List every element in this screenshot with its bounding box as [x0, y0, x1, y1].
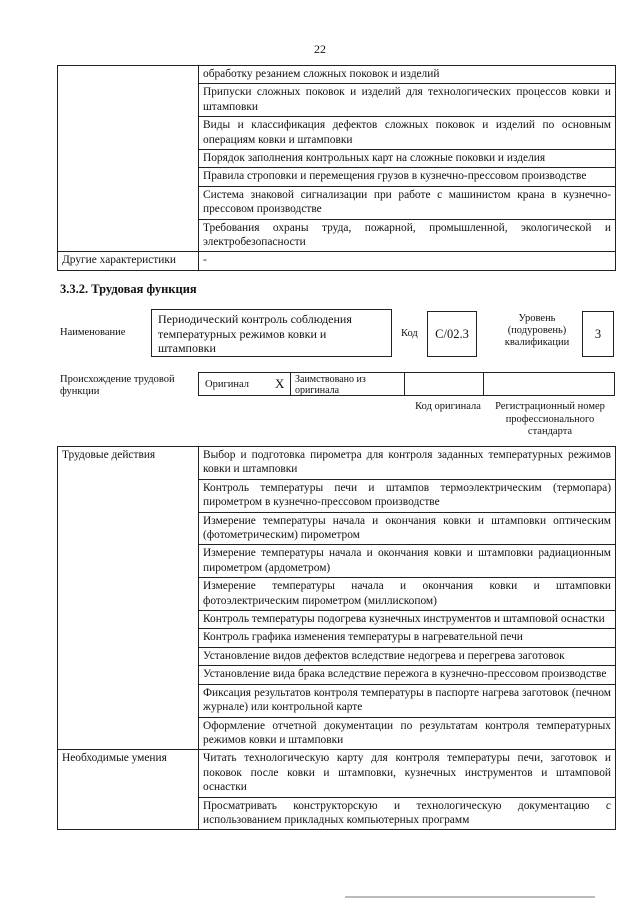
- level-label: Уровень (подуровень) квалификации: [504, 313, 570, 348]
- table-cell: Фиксация результатов контроля температуры в паспорте нагрева заготовок (печном журнале) или контрольной карте: [199, 684, 616, 717]
- table-cell: Просматривать конструкторскую и технологическую документацию с использованием прикладных компьютерных программ: [199, 797, 616, 830]
- page-number: 22: [314, 42, 326, 56]
- original-mark: X: [275, 376, 285, 391]
- level-value-box: 3: [582, 311, 614, 357]
- table-cell: обработку резанием сложных поковок и изделий: [199, 66, 616, 84]
- table-cell: Правила строповки и перемещения грузов в кузнечно-прессовом производстве: [199, 168, 616, 186]
- origin-code-cell: [404, 372, 484, 396]
- borrowed-label: Заимствовано из оригинала: [295, 374, 366, 396]
- code-caption: Код оригинала: [415, 401, 481, 412]
- table-row: [58, 66, 616, 84]
- table-cell: -: [199, 252, 616, 270]
- functions-table: [57, 446, 616, 830]
- reg-caption: Регистрационный номер профессионального стандарта: [495, 401, 605, 437]
- table-cell: Установление вида брака вследствие пережога в кузнечно-прессовом производстве: [199, 666, 616, 684]
- table-cell: Припуски сложных поковок и изделий для технологических процессов ковки и штамповки: [199, 84, 616, 117]
- table-row: [58, 750, 616, 797]
- name-label: Наименование: [60, 327, 126, 338]
- origin-row: [198, 372, 615, 396]
- code-label: Код: [401, 328, 418, 339]
- table-cell: Измерение температуры начала и окончания ковки и штамповки оптическим (фотометрическим) пирометром: [199, 512, 616, 545]
- table-cell: Контроль температуры печи и штампов термоэлектрическим (термопара) пирометром в кузнечно-прессовом производстве: [199, 479, 616, 512]
- name-value-box: Периодический контроль соблюдения температурных режимов ковки и штамповки: [151, 309, 392, 357]
- group-label: Трудовые действия: [58, 447, 199, 750]
- group-label: Необходимые умения: [58, 750, 199, 830]
- origin-borrowed-cell: [290, 372, 405, 396]
- table-cell: Оформление отчетной документации по результатам контроля температурных режимов ковки и штамповки: [199, 717, 616, 750]
- origin-reg-cell: [483, 372, 615, 396]
- table-cell: Читать технологическую карту для контроля температуры печи, заготовок и поковок после ковки и штамповки, кузнечных инструментов и штамповой оснастки: [199, 750, 616, 797]
- table-row: [58, 447, 616, 480]
- section-heading: 3.3.2. Трудовая функция: [60, 282, 197, 296]
- table-cell: Виды и классификация дефектов сложных поковок и изделий по основным операциям ковки и штамповки: [199, 117, 616, 150]
- table-cell: Порядок заполнения контрольных карт на сложные поковки и изделия: [199, 150, 616, 168]
- table-row: [58, 252, 616, 270]
- knowledge-table: [57, 65, 616, 271]
- table-cell: Требования охраны труда, пожарной, промышленной, экологической и электробезопасности: [199, 219, 616, 252]
- table-label-cell: Другие характеристики: [58, 252, 199, 270]
- origin-original-cell: [198, 372, 291, 396]
- origin-label: Происхождение трудовой функции: [60, 374, 175, 397]
- table-cell: Контроль графика изменения температуры в нагревательной печи: [199, 629, 616, 647]
- table-cell: Контроль температуры подогрева кузнечных инструментов и штамповой оснастки: [199, 611, 616, 629]
- table-cell: Измерение температуры начала и окончания ковки и штамповки фотоэлектрическим пирометром (миллископом): [199, 578, 616, 611]
- table-cell: Установление видов дефектов вследствие недогрева и перегрева заготовок: [199, 647, 616, 665]
- table-cell: Система знаковой сигнализации при работе с машинистом крана в кузнечно-прессовом производстве: [199, 186, 616, 219]
- table-cell: Выбор и подготовка пирометра для контроля заданных температурных режимов ковки и штамповки: [199, 447, 616, 480]
- original-label: Оригинал: [205, 379, 249, 390]
- table-cell: Измерение температуры начала и окончания ковки и штамповки радиационным пирометром (ардометром): [199, 545, 616, 578]
- table-label-cell: [58, 66, 199, 252]
- code-value-box: С/02.3: [427, 311, 477, 357]
- scan-artifact: [345, 896, 595, 898]
